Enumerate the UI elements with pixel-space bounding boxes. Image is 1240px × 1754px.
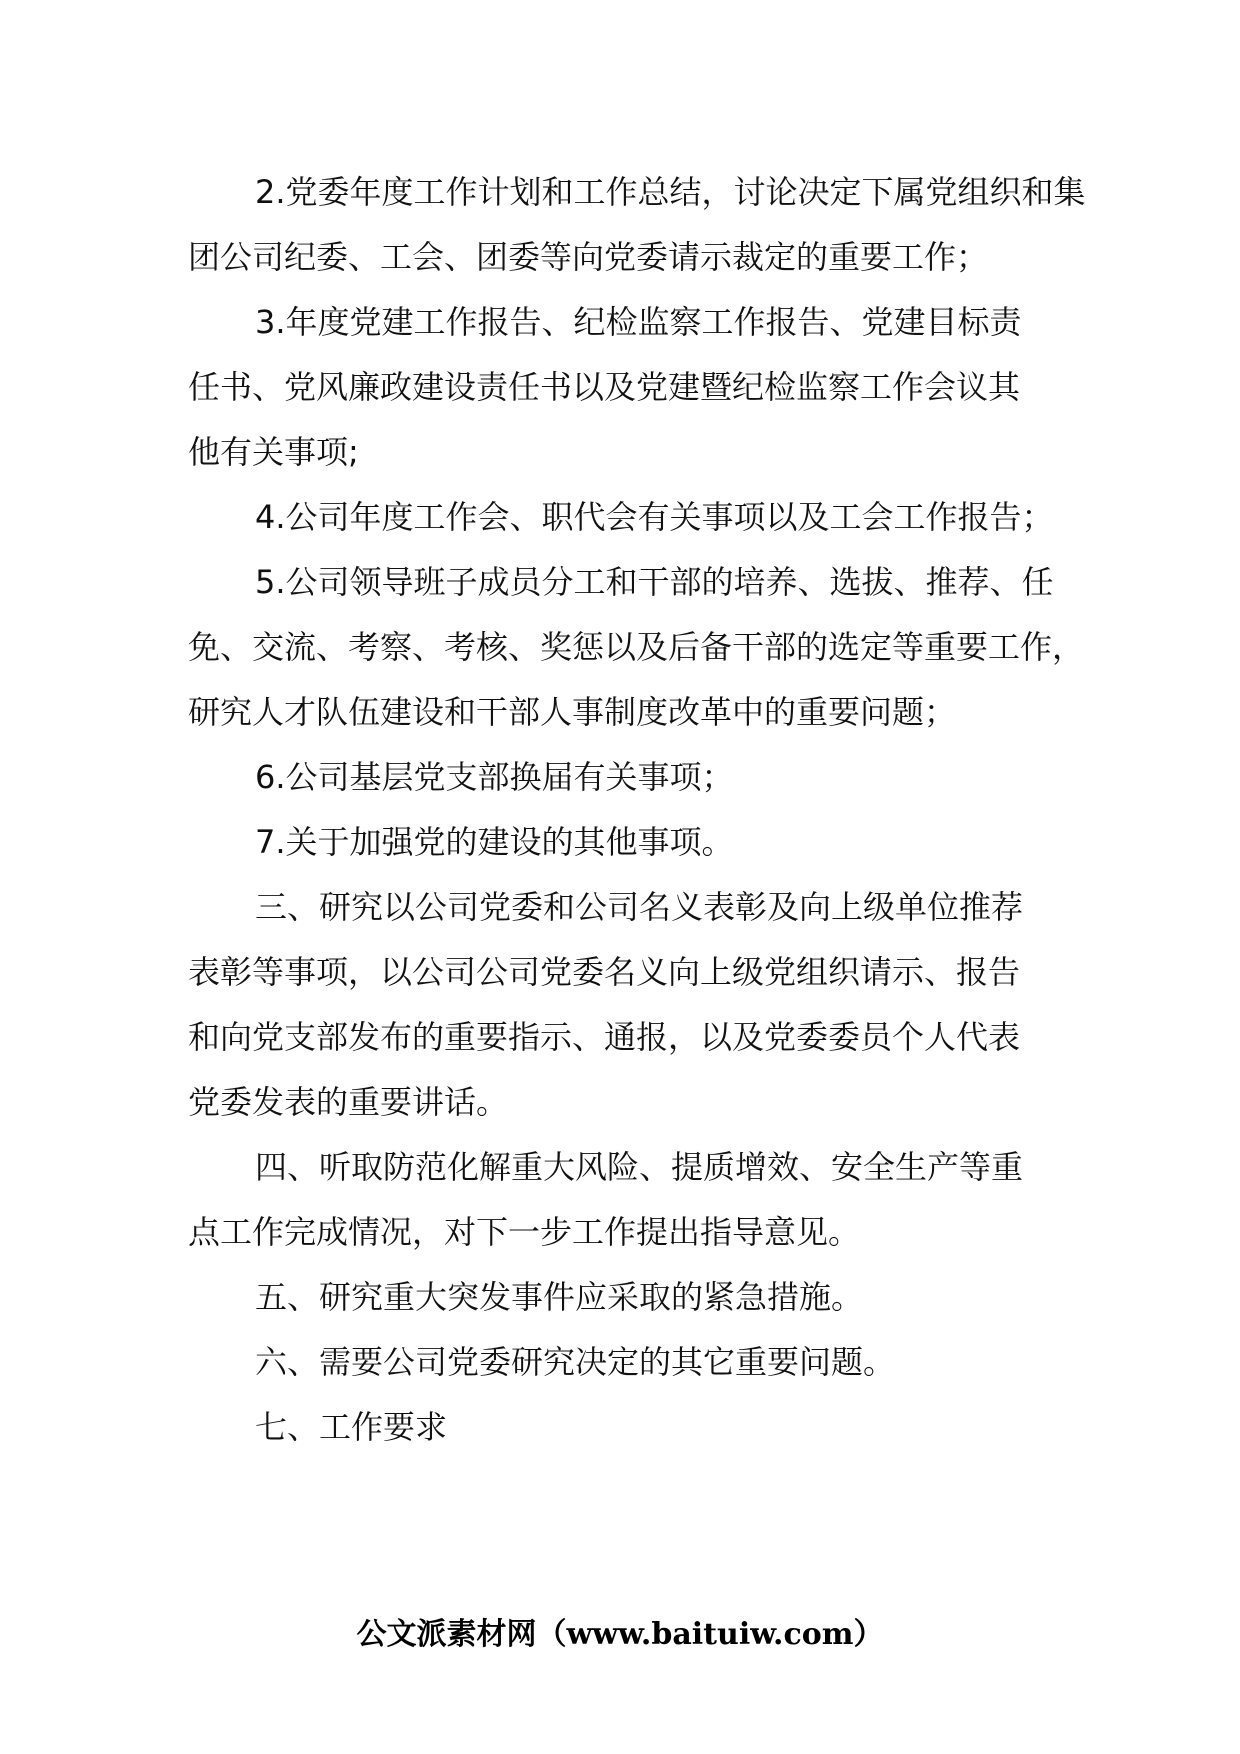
paragraph-item-5: 5.公司领导班子成员分工和干部的培养、选拔、推荐、任免、交流、考察、考核、奖惩以及后备干部的选定等重要工作，研究人才队伍建设和干部人事制度改革中的重要问题； xyxy=(188,563,1085,731)
paragraph-item-4: 4.公司年度工作会、职代会有关事项以及工会工作报告； xyxy=(255,498,1054,536)
document-body xyxy=(188,160,1086,1460)
paragraph-section-7: 七、工作要求 xyxy=(255,1408,448,1446)
paragraph-section-4: 四、听取防范化解重大风险、提质增效、安全生产等重点工作完成情况，对下一步工作提出指导意见。 xyxy=(188,1148,1024,1251)
footer-watermark: 公文派素材网（www.baituiw.com） xyxy=(356,1617,884,1652)
paragraph-item-3: 3.年度党建工作报告、纪检监察工作报告、党建目标责任书、党风廉政建设责任书以及党建暨纪检监察工作会议其他有关事项; xyxy=(188,303,1022,471)
paragraph-item-7: 7.关于加强党的建设的其他事项。 xyxy=(255,823,734,861)
paragraph-section-3: 三、研究以公司党委和公司名义表彰及向上级单位推荐表彰等事项，以公司公司党委名义向上级党组织请示、报告和向党支部发布的重要指示、通报，以及党委委员个人代表党委发表的重要讲话。 xyxy=(188,888,1024,1121)
paragraph-section-6: 六、需要公司党委研究决定的其它重要问题。 xyxy=(255,1343,896,1381)
paragraph-item-6: 6.公司基层党支部换届有关事项； xyxy=(255,758,734,796)
paragraph-section-5: 五、研究重大突发事件应采取的紧急措施。 xyxy=(255,1278,864,1316)
paragraph-item-2: 2.党委年度工作计划和工作总结，讨论决定下属党组织和集团公司纪委、工会、团委等向党委请示裁定的重要工作； xyxy=(188,173,1086,276)
